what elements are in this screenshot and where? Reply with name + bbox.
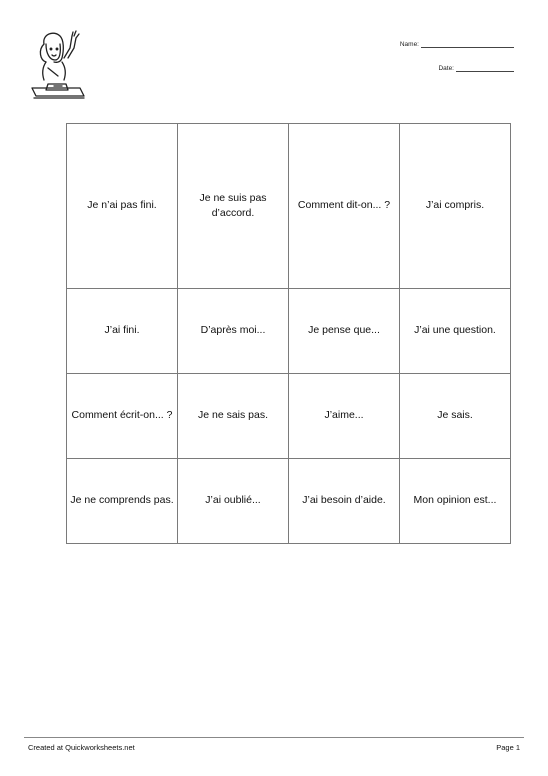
phrase-card: Je sais. (400, 373, 511, 458)
name-line[interactable] (421, 40, 514, 48)
phrase-card: Je ne suis pas d’accord. (178, 124, 289, 289)
footer-credit: Created at Quickworksheets.net (28, 743, 135, 752)
phrase-card: J’aime... (289, 373, 400, 458)
date-label: Date: (438, 65, 454, 72)
phrase-card: J’ai une question. (400, 288, 511, 373)
card-row (67, 458, 511, 543)
card-row (67, 373, 511, 458)
name-field[interactable] (400, 40, 514, 48)
date-line[interactable] (456, 64, 514, 72)
header-fields (400, 40, 514, 88)
footer-divider (24, 737, 524, 738)
phrase-card: Je ne sais pas. (178, 373, 289, 458)
phrase-card: Mon opinion est... (400, 458, 511, 543)
phrase-card: Je ne comprends pas. (67, 458, 178, 543)
phrase-card: J’ai fini. (67, 288, 178, 373)
student-raising-hand-logo (24, 28, 88, 104)
phrase-card: J’ai besoin d’aide. (289, 458, 400, 543)
phrase-card: Comment écrit-on... ? (67, 373, 178, 458)
card-row (67, 124, 511, 289)
phrase-card: Je pense que... (289, 288, 400, 373)
phrase-card: Comment dit-on... ? (289, 124, 400, 289)
date-field[interactable] (400, 64, 514, 72)
name-label: Name: (399, 41, 419, 48)
phrase-card-grid (66, 123, 511, 544)
page-number: Page 1 (496, 743, 520, 752)
student-raising-hand-icon (24, 28, 88, 104)
phrase-card: D’après moi... (178, 288, 289, 373)
phrase-card: Je n’ai pas fini. (67, 124, 178, 289)
phrase-card: J’ai oublié... (178, 458, 289, 543)
phrase-card: J’ai compris. (400, 124, 511, 289)
card-row (67, 288, 511, 373)
